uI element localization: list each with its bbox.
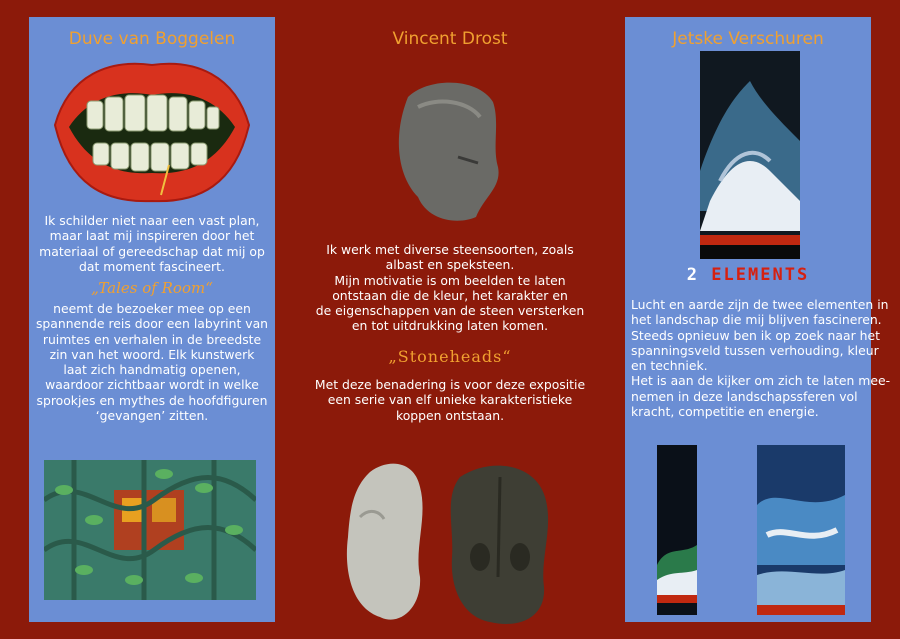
tales-of-room-title: „Tales of Room“ (91, 279, 213, 297)
text-line: waardoor zichtbaar wordt in welke (45, 377, 259, 393)
left-intro-text (29, 213, 275, 274)
left-panel (29, 17, 275, 622)
text-line: ontstaan die de kleur, het karakter en (332, 287, 568, 303)
landscape-painting-image (700, 51, 800, 259)
text-line: en tot uitdrukking laten komen. (351, 318, 549, 334)
elements-number: 2 (686, 265, 700, 285)
text-line: een serie van elf unieke karakteristieke (327, 392, 573, 408)
text-line: ruimtes en verhalen in de breedste (42, 331, 262, 347)
text-line: laat zich handmatig openen, (63, 362, 241, 378)
text-line: Het is aan de kijker om zich te laten mee- (631, 373, 891, 389)
text-line: ‘gevangen’ zitten. (95, 408, 209, 424)
text-line: Ik schilder niet naar een vast plan, (44, 213, 260, 228)
text-line: Mijn motivatie is om beelden te laten (334, 272, 566, 288)
text-line: het landschap die mij blijven fascineren. (631, 312, 882, 328)
stoneheads-title: „Stoneheads“ (388, 347, 512, 366)
elements-title (625, 265, 871, 285)
left-desc-text (29, 301, 275, 423)
text-line: zin van het woord. Elk kunstwerk (49, 346, 255, 362)
middle-panel (300, 17, 600, 622)
text-line: maar laat mij inspireren door het (49, 228, 255, 244)
text-line: nemen in deze landschapssferen vol (631, 388, 858, 404)
elements-word: ELEMENTS (711, 265, 810, 285)
middle-intro-text (300, 242, 600, 334)
text-line: de eigenschappen van de steen versterken (315, 303, 585, 319)
text-line: sprookjes en mythes de hoofdfiguren (36, 392, 268, 408)
text-line: koppen ontstaan. (395, 407, 505, 423)
sky-painting-image (757, 445, 845, 615)
stone-head-image (388, 77, 508, 227)
stoneheads-pair-image (340, 457, 570, 632)
text-line: materiaal of gereedschap dat mij op (39, 243, 265, 259)
text-line: neemt de bezoeker mee op een (53, 301, 251, 316)
text-line: Lucht en aarde zijn de twee elementen in (631, 297, 889, 312)
right-panel (625, 17, 891, 622)
right-desc-text (631, 297, 891, 420)
artist-name-vincent: Vincent Drost (392, 29, 508, 49)
artist-name-jetske: Jetske Verschuren (672, 29, 824, 49)
text-line: spannende reis door een labyrint van (35, 316, 269, 332)
text-line: Steeds opnieuw ben ik op zoek naar het (631, 327, 880, 343)
text-line: albast en speksteen. (385, 257, 515, 273)
text-line: dat moment fascineert. (79, 258, 225, 274)
text-line: Ik werk met diverse steensoorten, zoals (326, 242, 574, 257)
text-line: spanningsveld tussen verhouding, kleur (631, 342, 879, 358)
text-line: Met deze benadering is voor deze expositie (314, 377, 586, 392)
text-line: en techniek. (631, 358, 708, 374)
artist-name-duve: Duve van Boggelen (68, 29, 236, 49)
narrow-painting-image (657, 445, 697, 615)
text-line: kracht, competitie en energie. (631, 404, 819, 420)
lips-artwork-image (49, 55, 255, 205)
tales-of-room-image (44, 460, 256, 600)
middle-desc-text (300, 377, 600, 423)
